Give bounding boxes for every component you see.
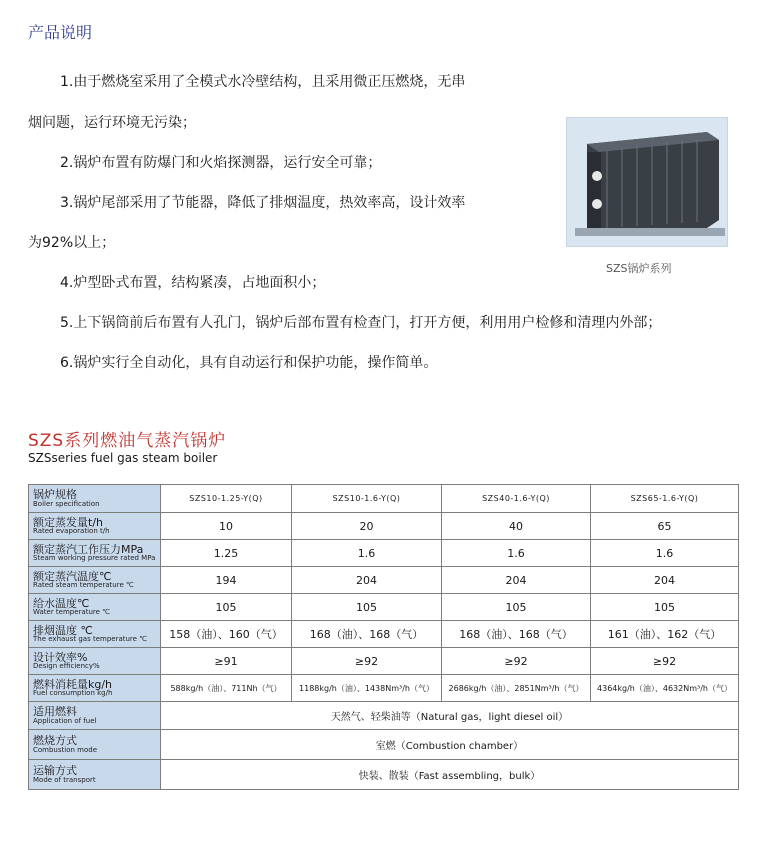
table-cell: 168（油）、168（气） <box>292 621 442 648</box>
table-cell: 1.6 <box>292 540 442 567</box>
table-row <box>29 760 739 790</box>
label-en: Fuel consumption kg/h <box>33 689 113 698</box>
spec-table <box>28 484 739 790</box>
label-cn: 燃料消耗量kg/h <box>33 677 113 691</box>
table-cell: 158（油）、160（气） <box>161 621 292 648</box>
label-cn: 设计效率% <box>33 650 88 664</box>
table-row <box>29 702 739 730</box>
label-cn: 额定蒸汽工作压力MPa <box>33 542 144 556</box>
table-header-row <box>29 485 739 513</box>
label-en: Steam working pressure rated MPa <box>33 554 156 563</box>
table-cell: 1188kg/h（油）、1438Nm³/h（气） <box>292 675 442 702</box>
boiler-illustration <box>567 118 727 246</box>
model-header: SZS40-1.6-Y(Q) <box>442 485 591 513</box>
row-label <box>29 540 161 567</box>
table-cell: 204 <box>591 567 739 594</box>
model-header: SZS65-1.6-Y(Q) <box>591 485 739 513</box>
label-en: Boiler specification <box>33 499 100 508</box>
table-row <box>29 621 739 648</box>
table-cell: 105 <box>292 594 442 621</box>
label-cn: 额定蒸汽温度℃ <box>33 569 112 583</box>
table-subtitle: SZSseries fuel gas steam boiler <box>28 451 218 465</box>
table-cell-merged: 室燃（Combustion chamber） <box>161 730 739 760</box>
table-cell: ≥92 <box>442 648 591 675</box>
paragraph-3: 3.锅炉尾部采用了节能器，降低了排烟温度，热效率高，设计效率 <box>60 195 466 211</box>
table-cell: ≥92 <box>591 648 739 675</box>
table-cell: 1.6 <box>442 540 591 567</box>
table-row <box>29 513 739 540</box>
table-cell: 204 <box>442 567 591 594</box>
label-en: The exhaust gas temperature ℃ <box>33 635 148 644</box>
table-cell: 204 <box>292 567 442 594</box>
table-cell: 1.6 <box>591 540 739 567</box>
table-cell: 10 <box>161 513 292 540</box>
paragraph-4: 4.炉型卧式布置，结构紧凑，占地面积小； <box>60 275 326 291</box>
model-header: SZS10-1.6-Y(Q) <box>292 485 442 513</box>
table-cell: 105 <box>161 594 292 621</box>
row-label <box>29 621 161 648</box>
paragraph-3-cont: 为92%以上； <box>28 235 116 251</box>
table-cell: 168（油）、168（气） <box>442 621 591 648</box>
table-cell-merged: 天然气、轻柴油等（Natural gas，light diesel oil） <box>161 702 739 730</box>
label-cn: 额定蒸发量t/h <box>33 515 103 529</box>
label-en: Design efficiency% <box>33 662 100 671</box>
table-cell: 20 <box>292 513 442 540</box>
model-header: SZS10-1.25-Y(Q) <box>161 485 292 513</box>
label-cn: 给水温度℃ <box>33 596 90 610</box>
table-row <box>29 648 739 675</box>
label-en: Rated evaporation t/h <box>33 527 110 536</box>
row-label <box>29 730 161 760</box>
boiler-photo <box>566 117 728 247</box>
table-cell: 2686kg/h（油）、2851Nm³/h（气） <box>442 675 591 702</box>
image-caption: SZS锅炉系列 <box>606 262 672 275</box>
label-cn: 锅炉规格 <box>33 488 77 502</box>
table-cell: ≥91 <box>161 648 292 675</box>
table-cell: 1.25 <box>161 540 292 567</box>
label-en: Water temperature ℃ <box>33 608 111 617</box>
label-cn: 运输方式 <box>33 764 77 778</box>
row-label <box>29 675 161 702</box>
table-cell: 40 <box>442 513 591 540</box>
paragraph-5: 5.上下锅筒前后布置有人孔门，锅炉后部布置有检查门，打开方便，利用用户检修和清理内外部； <box>60 315 662 331</box>
label-cn: 排烟温度 ℃ <box>33 623 93 637</box>
label-en: Rated steam temperature ℃ <box>33 581 134 590</box>
row-label <box>29 513 161 540</box>
table-cell: 161（油）、162（气） <box>591 621 739 648</box>
table-cell: 194 <box>161 567 292 594</box>
table-title: SZS系列燃油气蒸汽锅炉 <box>28 431 227 451</box>
label-en: Combustion mode <box>33 745 98 754</box>
table-row <box>29 567 739 594</box>
label-cn: 燃烧方式 <box>33 734 77 748</box>
row-label <box>29 594 161 621</box>
table-row <box>29 730 739 760</box>
table-cell: 588kg/h（油）、711Nh（气） <box>161 675 292 702</box>
table-cell-merged: 快装、散装（Fast assembling，bulk） <box>161 760 739 790</box>
row-label <box>29 702 161 730</box>
label-en: Application of fuel <box>33 716 97 725</box>
table-cell: 4364kg/h（油）、4632Nm³/h（气） <box>591 675 739 702</box>
table-row <box>29 540 739 567</box>
table-cell: 105 <box>591 594 739 621</box>
label-cn: 适用燃料 <box>33 705 77 719</box>
table-row <box>29 675 739 702</box>
section-title: 产品说明 <box>28 23 93 42</box>
table-cell: 65 <box>591 513 739 540</box>
table-cell: 105 <box>442 594 591 621</box>
row-label <box>29 567 161 594</box>
row-label <box>29 760 161 790</box>
paragraph-1: 1.由于燃烧室采用了全模式水冷壁结构，且采用微正压燃烧，无串 <box>60 74 466 90</box>
table-cell: ≥92 <box>292 648 442 675</box>
paragraph-6: 6.锅炉实行全自动化，具有自动运行和保护功能，操作简单。 <box>60 355 438 371</box>
table-row <box>29 594 739 621</box>
label-en: Mode of transport <box>33 775 96 784</box>
row-label <box>29 648 161 675</box>
row-label <box>29 485 161 513</box>
paragraph-1-cont: 烟问题，运行环境无污染； <box>28 115 196 131</box>
paragraph-2: 2.锅炉布置有防爆门和火焰探测器，运行安全可靠； <box>60 155 382 171</box>
